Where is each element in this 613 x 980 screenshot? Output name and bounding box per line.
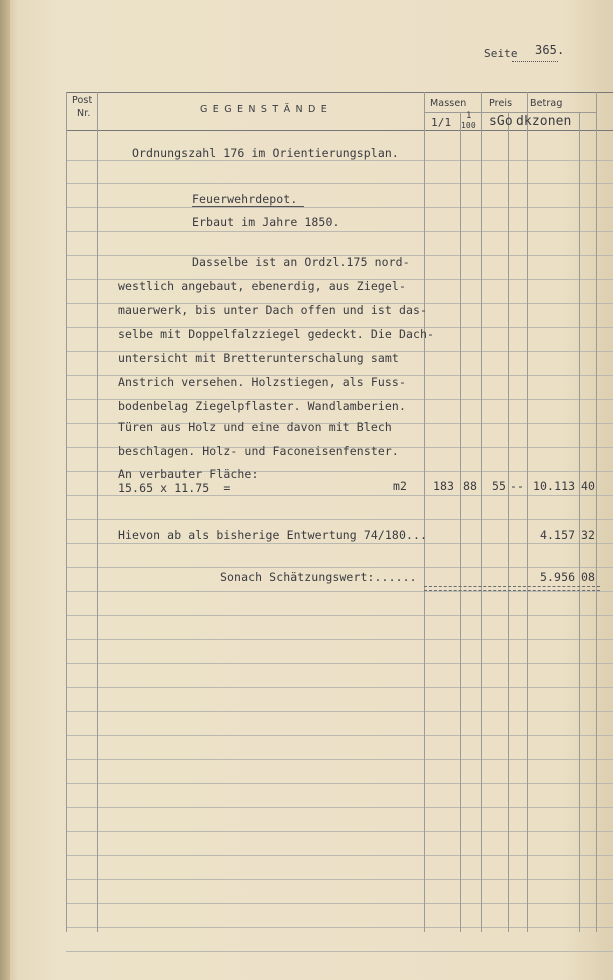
- result-text: Sonach Schätzungswert:......: [220, 570, 417, 584]
- header-amount: Betrag: [530, 98, 563, 109]
- entry-title: Feuerwehrdepot.: [192, 192, 298, 206]
- result-amount-int: 5.956: [540, 570, 576, 584]
- mass-value-dec: 88: [463, 479, 478, 493]
- title-underline: [192, 206, 304, 207]
- order-line: Ordnungszahl 176 im Orientierungsplan.: [132, 146, 399, 160]
- binding-edge: [0, 0, 10, 980]
- built-line: Erbaut im Jahre 1850.: [192, 215, 340, 229]
- description-line-1: Dasselbe ist an Ordzl.175 nord-: [192, 255, 410, 269]
- area-calculation: 15.65 x 11.75 =: [118, 481, 231, 495]
- header-post: Post: [72, 95, 93, 106]
- amount-value-int: 10.113: [533, 479, 576, 493]
- deduction-amount-dec: 32: [581, 528, 596, 542]
- description-line-5: untersicht mit Bretterunterschalung samt: [118, 351, 399, 365]
- description-line-9: beschlagen. Holz- und Faconeisenfenster.: [118, 444, 399, 458]
- header-mass-hundredth-den: 100: [461, 121, 476, 130]
- header-mass-whole: 1/1: [431, 116, 452, 129]
- header-amount-sub: dkzonen: [516, 114, 572, 129]
- description-line-6: Anstrich versehen. Holzstiegen, als Fuss-: [118, 375, 406, 389]
- description-line-3: mauerwerk, bis unter Dach offen und ist das-: [118, 303, 428, 317]
- deduction-amount-int: 4.157: [540, 528, 576, 542]
- page-label: Seite: [484, 47, 518, 60]
- amount-value-dec: 40: [581, 479, 596, 493]
- mass-value-int: 183: [433, 479, 455, 493]
- price-value-int: 55: [492, 479, 507, 493]
- description-line-2: westlich angebaut, ebenerdig, aus Ziegel-: [118, 279, 406, 293]
- page-number: 365.: [535, 43, 565, 57]
- total-double-rule: [424, 586, 600, 591]
- header-items: G E G E N S T Ä N D E: [200, 104, 328, 115]
- header-price: Preis: [489, 98, 513, 109]
- header-masses: Massen: [430, 98, 467, 109]
- description-line-8: Türen aus Holz und eine davon mit Blech: [118, 420, 392, 434]
- price-value-dec: --: [510, 479, 525, 493]
- header-price-sub: sGo: [489, 114, 513, 129]
- header-mass-hundredth-num: 1: [466, 111, 472, 121]
- deduction-text: Hievon ab als bisherige Entwertung 74/180...: [118, 528, 428, 542]
- description-line-7: bodenbelag Ziegelpflaster. Wandlamberien.: [118, 399, 406, 413]
- page-number-underline: [512, 61, 558, 62]
- description-line-4: selbe mit Doppelfalzziegel gedeckt. Die Dach-: [118, 327, 435, 341]
- result-amount-dec: 08: [581, 570, 596, 584]
- description-line-10: An verbauter Fläche:: [118, 467, 259, 481]
- area-unit: m2: [393, 479, 408, 493]
- header-nr: Nr.: [77, 108, 91, 119]
